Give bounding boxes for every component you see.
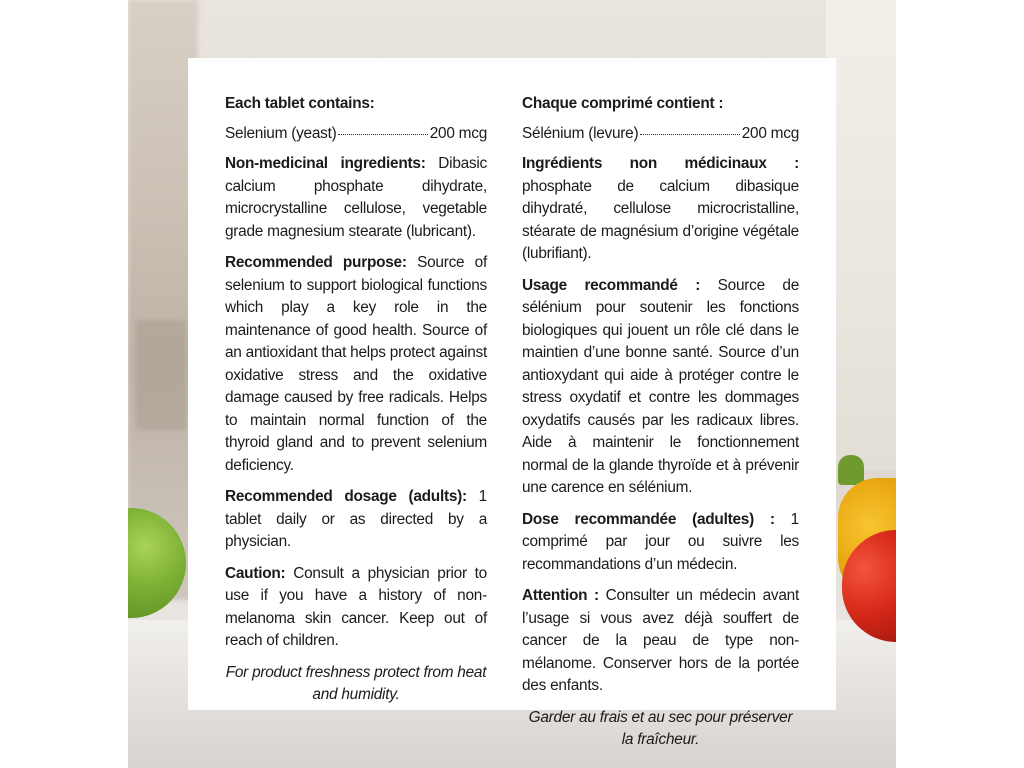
caution-title-fr: Attention :	[522, 587, 599, 604]
recommended-purpose-fr	[522, 275, 799, 500]
product-label-panel	[188, 58, 836, 748]
dosage-text: 1 tablet daily or as directed by a physician.	[225, 488, 487, 550]
ingredient-row-fr	[522, 123, 799, 146]
caution-title: Caution:	[225, 564, 286, 582]
dosage-title: Recommended dosage (adults):	[225, 488, 467, 505]
caution-fr	[522, 585, 799, 698]
non-medicinal-ingredients-fr	[522, 153, 799, 266]
non-medicinal-text-fr: phosphate de calcium dibasique dihydraté, cellulose microcristalline, stéarate de magnésium d’origine végétale (lubrifiant).	[522, 177, 799, 262]
recommended-dosage-fr	[522, 509, 799, 577]
dosage-text-fr: 1 comprimé par jour ou suivre les recommandations d’un médecin.	[522, 510, 799, 573]
ingredient-row	[225, 123, 487, 146]
contains-heading: Each tablet contains:	[225, 95, 375, 112]
ingredient-name-fr: Sélénium (levure)	[522, 124, 639, 142]
dosage-title-fr: Dose recommandée (adultes) :	[522, 510, 775, 528]
french-column	[522, 93, 799, 752]
non-medicinal-title-fr: Ingrédients non médicinaux :	[522, 155, 799, 172]
ingredient-amount-fr: 200 mcg	[741, 124, 799, 142]
storage-note: For product freshness protect from heat and humidity.	[225, 663, 487, 703]
contains-heading-fr: Chaque comprimé contient :	[522, 95, 724, 112]
purpose-title: Recommended purpose:	[225, 254, 407, 271]
ingredient-amount: 200 mcg	[429, 124, 487, 142]
dot-leader-fr	[640, 134, 739, 135]
purpose-text: Source of selenium to support biological functions which play a key role in the maintenance of good health. Source of an antioxidant that helps protect against oxidative stress and the oxidative damage caused by free radicals. Helps to maintain normal function of the thyroid gland and to prevent selenium deficiency.	[225, 254, 487, 474]
caution-text-fr: Consulter un médecin avant l’usage si vous avez déjà souffert de cancer de la peau de type non-mélanome. Conserver hors de la portée des enfants.	[522, 587, 799, 694]
caution	[225, 563, 487, 653]
non-medicinal-ingredients	[225, 153, 487, 243]
recommended-purpose	[225, 252, 487, 477]
non-medicinal-title: Non-medicinal ingredients:	[225, 155, 426, 172]
storage-note-fr: Garder au frais et au sec pour préserver la fraîcheur.	[528, 708, 793, 748]
ingredient-name: Selenium (yeast)	[225, 124, 337, 142]
purpose-text-fr: Source de sélénium pour soutenir les fonctions biologiques qui jouent un rôle clé dans le maintien d’une bonne santé. Source d’un antioxydant qui aide à protéger contre le stress oxydatif et contre les dommages oxydatifs causés par les radicaux libres. Aide à maintenir le fonctionnement normal de la glande thyroïde et à prévenir une carence en sélénium.	[522, 276, 799, 496]
recommended-dosage	[225, 486, 487, 554]
english-column	[225, 93, 487, 707]
purpose-title-fr: Usage recommandé :	[522, 276, 701, 294]
background-window	[826, 0, 896, 470]
pepper-stem-image	[838, 455, 864, 485]
caution-text: Consult a physician prior to use if you have a history of non-melanoma skin cancer. Keep out of reach of children.	[225, 564, 487, 649]
dot-leader	[338, 134, 427, 135]
non-medicinal-text: Dibasic calcium phosphate dihydrate, microcrystalline cellulose, vegetable grade magnesium stearate (lubricant).	[225, 155, 487, 240]
